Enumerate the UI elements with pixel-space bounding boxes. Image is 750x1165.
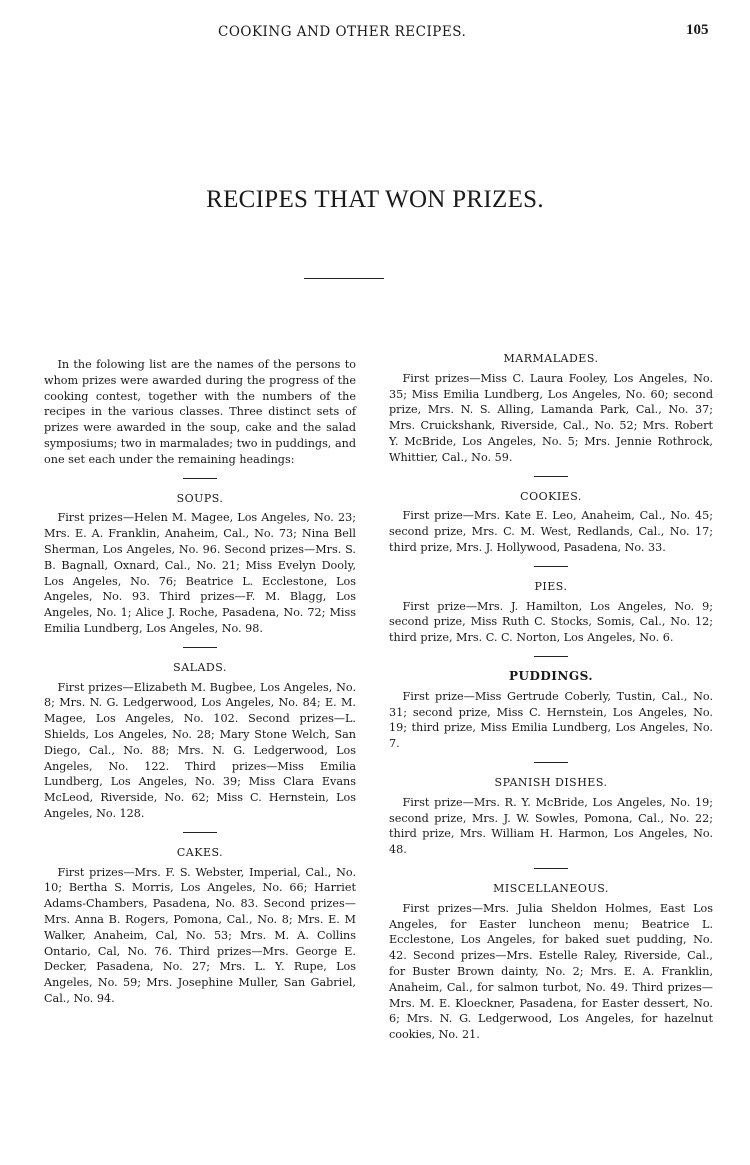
section-text: First prizes—Mrs. F. S. Webster, Imperial, Cal., No. 10; Bertha S. Morris, Los Angeles, No. 66; Harriet Adams-Chambers, Pasadena, No. 83. Second prizes—Mrs. Anna B. Rogers, Pomona, Cal., No. 8; Mrs. E. M Walker, Anaheim, Cal, No. 53; Mrs. M. A. Collins Ontario, Cal, No. 76. Third prizes—Mrs. George E. Decker, Pasadena, No. 27; Mrs. L. Y. Rupe, Los Angeles, No. 59; Mrs. Josephine Muller, San Gabriel, Cal., No. 94. [44,865,356,1005]
section-heading: SPANISH DISHES. [494,775,608,789]
title-rule [304,278,384,279]
section-soups [44,491,356,637]
section-heading: SOUPS. [176,491,224,505]
section-text: First prizes—Miss C. Laura Fooley, Los Angeles, No. 35; Miss Emilia Lundberg, Los Angeles, No. 60; second prize, Mrs. N. S. Alling, Lamanda Park, Cal., No. 37; Mrs. Cruickshank, Riverside, Cal., No. 52; Mrs. Robert Y. McBride, Los Angeles, No. 5; Mrs. Jennie Rothrock, Whittier, Cal., No. 59. [389,371,713,464]
section-text: First prize—Mrs. J. Hamilton, Los Angeles, No. 9; second prize, Miss Ruth C. Stocks, Somis, Cal., No. 12; third prize, Mrs. C. C. Norton, Los Angeles, No. 6. [389,599,713,645]
section-salads [44,660,356,822]
section-text: First prize—Mrs. R. Y. McBride, Los Angeles, No. 19; second prize, Mrs. J. W. Sowles, Pomona, Cal., No. 22; third prize, Mrs. William H. Harmon, Los Angeles, No. 48. [389,795,713,857]
section-puddings [389,669,713,752]
section-cakes [44,845,356,1007]
right-column [389,351,713,1043]
section-divider [534,566,568,567]
section-pies [389,579,713,646]
section-text: First prizes—Mrs. Julia Sheldon Holmes, East Los Angeles, for Easter luncheon menu; Beatrice L. Ecclestone, Los Angeles, for baked suet pudding, No. 42. Second prizes—Mrs. Estelle Raley, Riverside, Cal., for Buster Brown dainty, No. 2; Mrs. E. A. Franklin, Anaheim, Cal., for salmon turbot, No. 49. Third prizes—Mrs. M. E. Kloeckner, Pasadena, for Easter dessert, No. 6; Mrs. N. G. Ledgerwood, Los Angeles, for hazelnut cookies, No. 21. [389,901,713,1042]
section-heading: PIES. [534,579,568,593]
running-head: COOKING AND OTHER RECIPES. [218,24,467,40]
intro-paragraph: In the folowing list are the names of the persons to whom prizes were awarded during the progress of the cooking contest, together with the numbers of the recipes in the various classes. Three distinct sets of prizes were awarded in the soup, cake and the salad symposiums; two in marmalades; two in puddings, and one set each under the remaining headings: [44,358,356,466]
section-divider [183,647,217,648]
section-heading: CAKES. [176,845,224,859]
section-heading: SALADS. [173,660,227,674]
section-heading: MISCELLANEOUS. [493,881,609,895]
section-divider [534,476,568,477]
page-title: RECIPES THAT WON PRIZES. [206,186,544,213]
section-divider [534,762,568,763]
section-marmalades [389,351,713,466]
section-cookies [389,489,713,556]
section-spanish-dishes [389,775,713,858]
section-text: First prizes—Elizabeth M. Bugbee, Los Angeles, No. 8; Mrs. N. G. Ledgerwood, Los Angeles, No. 84; E. M. Magee, Los Angeles, No. 102. Second prizes—L. Shields, Los Angeles, No. 28; Mary Stone Welch, San Diego, Cal., No. 88; Mrs. N. G. Ledgerwood, Los Angeles, No. 122. Third prizes—Miss Emilia Lundberg, Los Angeles, No. 39; Miss Clara Evans McLeod, Riverside, No. 62; Miss C. Hernstein, Los Angeles, No. 128. [44,680,356,820]
section-heading: COOKIES. [520,489,582,503]
page-number: 105 [686,22,709,38]
section-heading: PUDDINGS. [508,668,594,683]
section-divider [534,868,568,869]
page-header [0,20,750,44]
section-heading: MARMALADES. [503,352,599,365]
section-text: First prize—Miss Gertrude Coberly, Tustin, Cal., No. 31; second prize, Miss C. Hernstein, Los Angeles, No. 19; third prize, Miss Emilia Lundberg, Los Angeles, No. 7. [389,689,713,751]
section-divider [183,478,217,479]
section-divider [183,832,217,833]
section-text: First prizes—Helen M. Magee, Los Angeles, No. 23; Mrs. E. A. Franklin, Anaheim, Cal., No. 73; Nina Bell Sherman, Los Angeles, No. 96. Second prizes—Mrs. S. B. Bagnall, Oxnard, Cal., No. 21; Miss Evelyn Dooly, Los Angeles, No. 76; Beatrice L. Ecclestone, Los Angeles, No. 93. Third prizes—F. M. Blagg, Los Angeles, No. 1; Alice J. Roche, Pasadena, No. 72; Miss Emilia Lundberg, Los Angeles, No. 98. [44,511,356,635]
section-divider [534,656,568,657]
left-column [44,357,356,1007]
section-miscellaneous [389,881,713,1043]
section-text: First prize—Mrs. Kate E. Leo, Anaheim, Cal., No. 45; second prize, Mrs. C. M. West, Redlands, Cal., No. 17; third prize, Mrs. J. Hollywood, Pasadena, No. 33. [389,509,713,554]
